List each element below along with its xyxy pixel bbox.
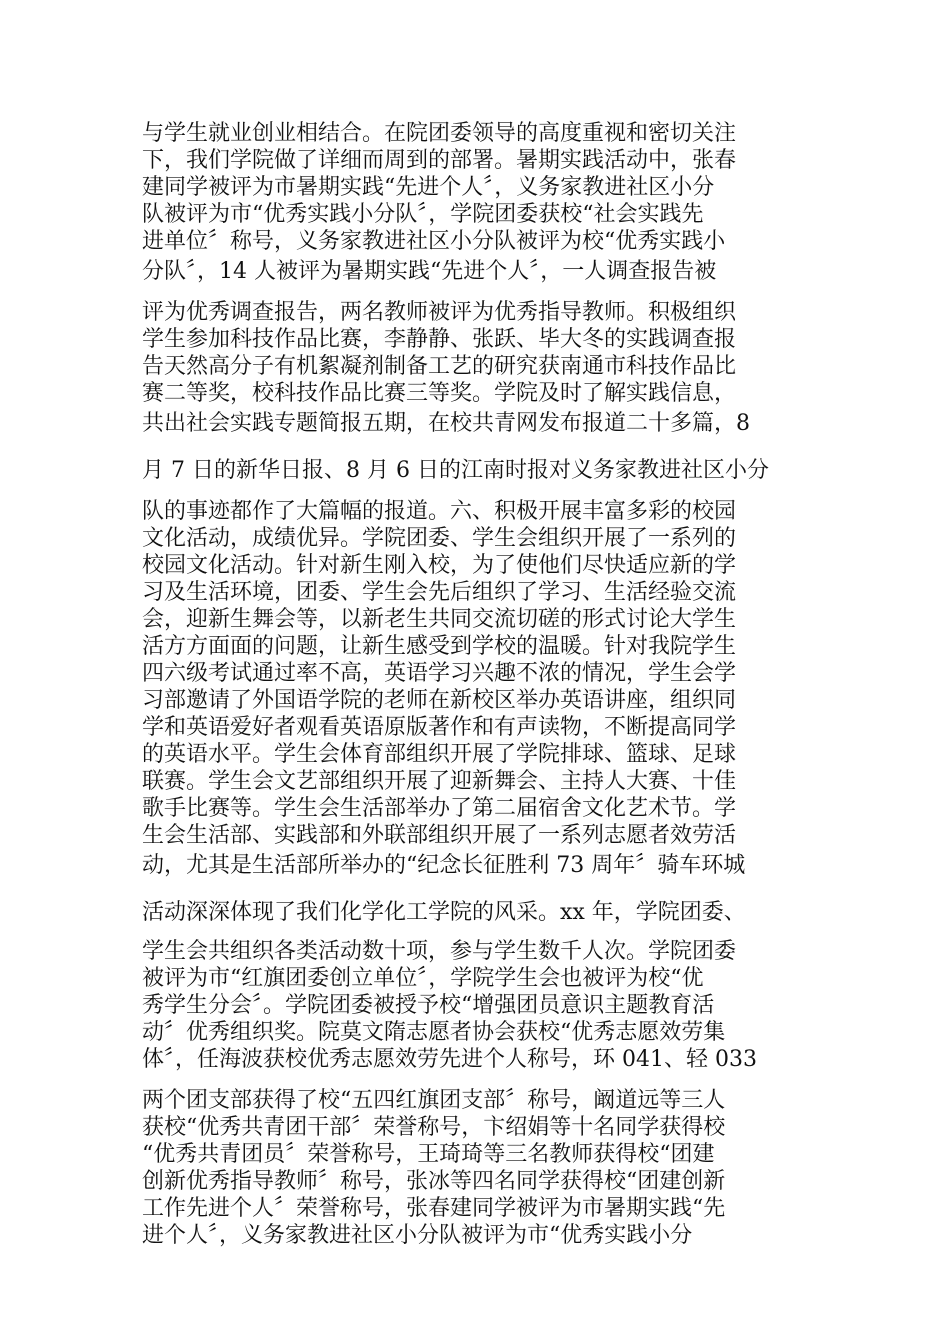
text-line: 联赛。学生会文艺部组织开展了迎新舞会、主持人大赛、十佳: [142, 769, 737, 794]
text-line: 四六级考试通过率不高，英语学习兴趣不浓的情况，学生会学: [142, 661, 737, 686]
text-line: 体〞，任海波获校优秀志愿效劳先进个人称号，环 041、轻 033: [142, 1047, 757, 1072]
text-line: 获校“优秀共青团干部〞荣誉称号，卞绍娟等十名同学获得校: [142, 1115, 726, 1140]
text-line: 学生参加科技作品比赛，李静静、张跃、毕大冬的实践调查报: [142, 327, 737, 352]
text-line: 被评为市“红旗团委创立单位〞，学院学生会也被评为校“优: [142, 966, 704, 991]
text-line: 学和英语爱好者观看英语原版著作和有声读物，不断提高同学: [142, 715, 737, 740]
text-line: 秀学生分会〞。学院团委被授予校“增强团员意识主题教育活: [142, 993, 715, 1018]
text-line: “优秀共青团员〞荣誉称号，王琦琦等三名教师获得校“团建: [142, 1142, 715, 1167]
text-line: 与学生就业创业相结合。在院团委领导的高度重视和密切关注: [142, 121, 737, 146]
text-line: 进单位〞称号，义务家教进社区小分队被评为校“优秀实践小: [142, 229, 726, 254]
text-line: 生会生活部、实践部和外联部组织开展了一系列志愿者效劳活: [142, 823, 737, 848]
text-line: 分队〞，14 人被评为暑期实践“先进个人〞，一人调查报告被: [142, 259, 717, 284]
text-line: 建同学被评为市暑期实践“先进个人〞，义务家教进社区小分: [142, 175, 715, 200]
text-line: 动〞优秀组织奖。院莫文隋志愿者协会获校“优秀志愿效劳集: [142, 1020, 726, 1045]
text-line: 的英语水平。学生会体育部组织开展了学院排球、篮球、足球: [142, 742, 737, 767]
text-line: 告天然高分子有机絮凝剂制备工艺的研究获南通市科技作品比: [142, 354, 737, 379]
text-line: 校园文化活动。针对新生刚入校，为了使他们尽快适应新的学: [142, 553, 737, 578]
text-line: 进个人〞，义务家教进社区小分队被评为市“优秀实践小分: [142, 1223, 693, 1248]
text-line: 两个团支部获得了校“五四红旗团支部〞称号，阚道远等三人: [142, 1088, 726, 1113]
text-line: 习及生活环境，团委、学生会先后组织了学习、生活经验交流: [142, 580, 737, 605]
text-line: 活动深深体现了我们化学化工学院的风采。xx 年，学院团委、: [142, 900, 746, 925]
text-line: 工作先进个人〞荣誉称号，张春建同学被评为市暑期实践“先: [142, 1196, 726, 1221]
text-line: 下，我们学院做了详细而周到的部署。暑期实践活动中，张春: [142, 148, 737, 173]
text-line: 习部邀请了外国语学院的老师在新校区举办英语讲座，组织同: [142, 688, 737, 713]
text-line: 创新优秀指导教师〞称号，张冰等四名同学获得校“团建创新: [142, 1169, 726, 1194]
text-line: 活方方面面的问题，让新生感受到学校的温暖。针对我院学生: [142, 634, 737, 659]
text-line: 队被评为市“优秀实践小分队〞，学院团委获校“社会实践先: [142, 202, 704, 227]
text-line: 文化活动，成绩优异。学院团委、学生会组织开展了一系列的: [142, 526, 737, 551]
text-line: 会，迎新生舞会等，以新老生共同交流切磋的形式讨论大学生: [142, 607, 737, 632]
text-line: 共出社会实践专题简报五期，在校共青网发布报道二十多篇，8: [142, 411, 750, 436]
text-line: 评为优秀调查报告，两名教师被评为优秀指导教师。积极组织: [142, 300, 737, 325]
text-line: 赛二等奖，校科技作品比赛三等奖。学院及时了解实践信息，: [142, 381, 737, 406]
text-line: 队的事迹都作了大篇幅的报道。六、积极开展丰富多彩的校园: [142, 499, 737, 524]
text-line: 动，尤其是生活部所举办的“纪念长征胜利 73 周年〞骑车环城: [142, 853, 746, 878]
text-line: 歌手比赛等。学生会生活部举办了第二届宿舍文化艺术节。学: [142, 796, 737, 821]
text-line: 月 7 日的新华日报、8 月 6 日的江南时报对义务家教进社区小分: [142, 458, 769, 483]
text-line: 学生会共组织各类活动数十项，参与学生数千人次。学院团委: [142, 939, 737, 964]
